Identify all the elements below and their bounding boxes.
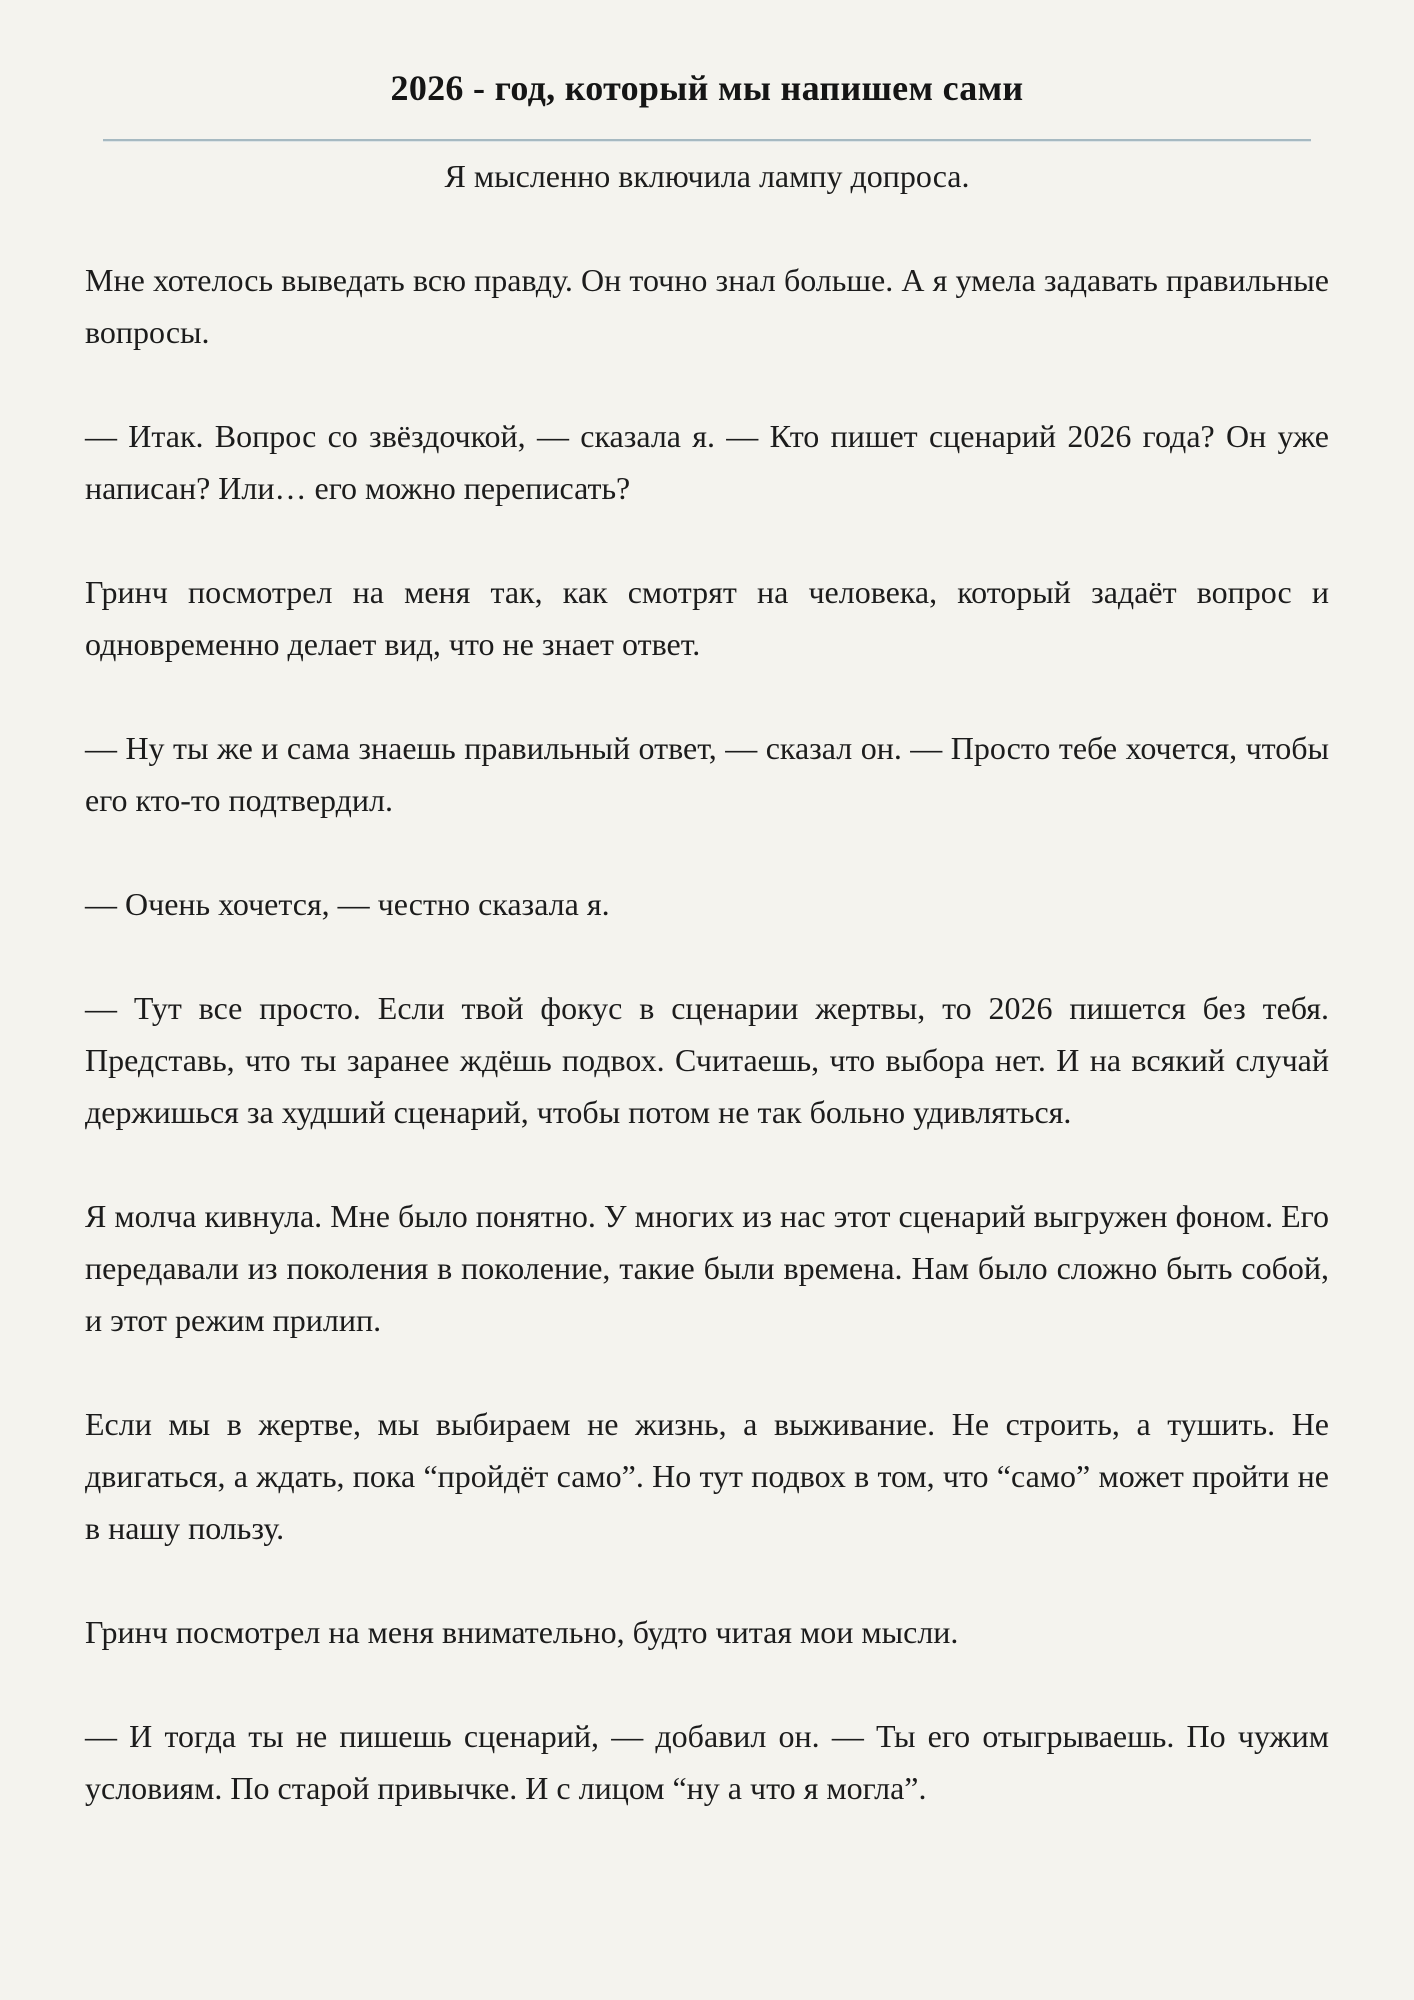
- paragraph: Гринч посмотрел на меня внимательно, будто читая мои мысли.: [85, 1614, 959, 1651]
- lead-line: Я мысленно включила лампу допроса.: [444, 158, 970, 195]
- paragraph: — Итак. Вопрос со звёздочкой, — сказала я. — Кто пишет сценарий 2026 года? Он уже написан? Или… его можно переписать?: [85, 418, 1329, 507]
- title-divider: [103, 139, 1311, 142]
- page-title: 2026 - год, который мы напишем сами: [390, 68, 1024, 108]
- paragraph: Я молча кивнула. Мне было понятно. У многих из нас этот сценарий выгружен фоном. Его передавали из поколения в поколение, такие были времена. Нам было сложно быть собой, и этот режим прилип.: [85, 1198, 1329, 1339]
- paragraph: — И тогда ты не пишешь сценарий, — добавил он. — Ты его отыгрываешь. По чужим условиям. По старой привычке. И с лицом “ну а что я могла”.: [85, 1718, 1329, 1807]
- paragraph: Мне хотелось выведать всю правду. Он точно знал больше. А я умела задавать правильные вопросы.: [85, 262, 1329, 351]
- paragraph: — Очень хочется, — честно сказала я.: [85, 886, 610, 923]
- paragraph: Если мы в жертве, мы выбираем не жизнь, а выживание. Не строить, а тушить. Не двигаться, а ждать, пока “пройдёт само”. Но тут подвох в том, что “само” может пройти не в нашу пользу.: [85, 1406, 1329, 1547]
- paragraph: — Ну ты же и сама знаешь правильный ответ, — сказал он. — Просто тебе хочется, чтобы его кто-то подтвердил.: [85, 730, 1329, 819]
- paragraph: Гринч посмотрел на меня так, как смотрят на человека, который задаёт вопрос и одновременно делает вид, что не знает ответ.: [85, 574, 1329, 663]
- paragraph: — Тут все просто. Если твой фокус в сценарии жертвы, то 2026 пишется без тебя. Представь, что ты заранее ждёшь подвох. Считаешь, что выбора нет. И на всякий случай держишься за худший сценарий, чтобы потом не так больно удивляться.: [85, 990, 1329, 1131]
